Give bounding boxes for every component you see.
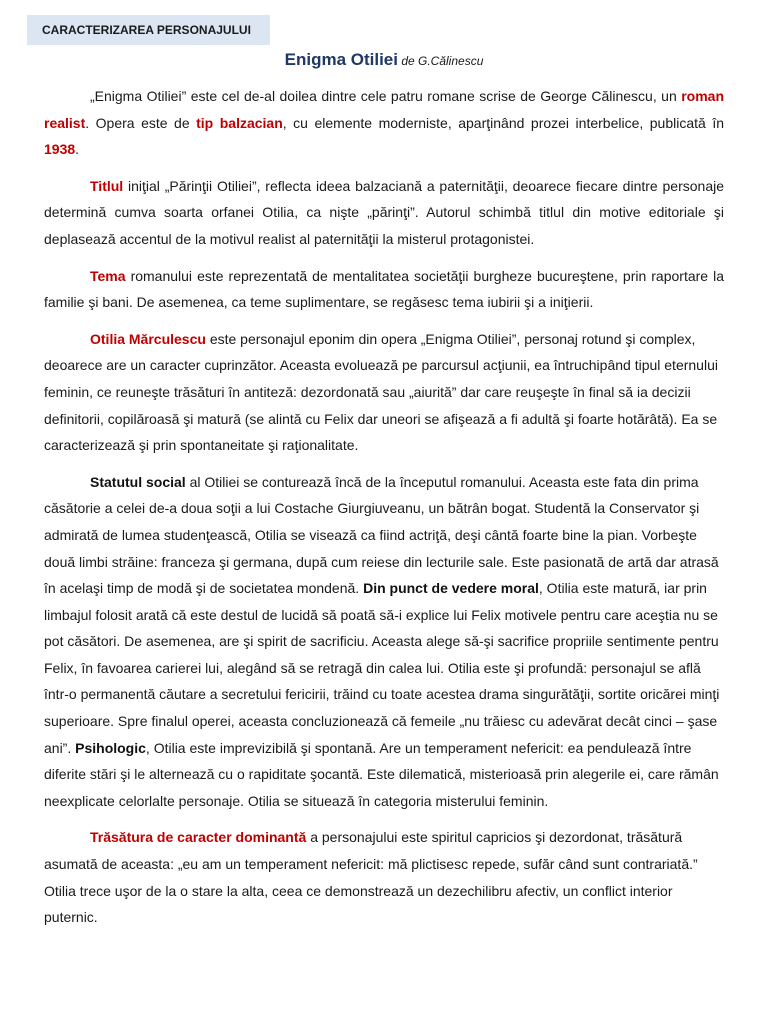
paragraph-dominant-trait-text: a personajului este spiritul capricios şi dezordonat, trăsătură asumată de aceasta: „eu am un temperament nefericit: mă plictisesc repede, sufăr când sunt contrariată.” Otilia trece uşor de la o stare la alta, ceea ce demonstrează un dezechilibru afectiv, un conflict interior puternic. bbox=[44, 829, 698, 926]
paragraph-intro-text: . Opera este de bbox=[85, 114, 197, 131]
paragraph-title bbox=[44, 173, 724, 253]
paragraph-intro-text: , cu elemente moderniste, aparţinând prozei interbelice, publicată în bbox=[282, 114, 724, 131]
paragraph-social-status-text: al Otiliei se conturează încă de la începutul romanului. Aceasta este fata din prima căsătorie a celei de-a doua soţii a lui Costache Giurgiuveanu, un bătrân bogat. Studentă la Conservator şi admirată de lumea studenţească, Otilia se visează ca fiind actriţă, deşi cântă foarte bine la pian. Vorbeşte două limbi străine: franceza şi germana, după cum reiese din lecturile sale. Este pasionată de artă dar atrasă în acelaşi timp de modă şi de societatea mondenă. bbox=[44, 473, 719, 597]
keyword-year: 1938 bbox=[44, 141, 76, 158]
keyword-tip-balzacian: tip balzacian bbox=[196, 114, 283, 131]
paragraph-social-status-text: , Otilia este matură, iar prin limbajul folosit arată că este destul de lucidă să poată să-i explice lui Felix motivele pentru care aceştia nu se pot căsători. De asemenea, are şi spirit de sacrificiu. Aceasta alege să-şi sacrifice propriile sentimente pentru Felix, în favoarea carierei lui, alegând să se retragă din calea lui. Otilia este şi profundă: personajul se află într-o permanentă căutare a secretului fericirii, trăind cu toate acestea drama singurătăţii, sortite oricărei minţi superioare. Spre finalul operei, aceasta concluzionează că femeile „nu trăiesc cu adevărat decât cinci – şase ani”. bbox=[44, 580, 720, 756]
paragraph-title-text: iniţial „Părinţii Otiliei”, reflecta ideea balzaciană a paternităţii, deoarece fiecare dintre personaje determină cumva soarta orfanei Otilia, ca nişte „părinţi”. Autorul schimbă titlul din motive editoriale şi deplasează accentul de la motivul realist al paternităţii la misterul protagonistei. bbox=[44, 177, 724, 247]
paragraph-intro-text: „Enigma Otiliei” este cel de-al doilea dintre cele patru romane scrise de George Călinescu, un bbox=[90, 88, 682, 104]
title-author: de G.Călinescu bbox=[397, 54, 484, 68]
keyword-titlul: Titlul bbox=[90, 177, 124, 194]
keyword-tema: Tema bbox=[90, 267, 126, 284]
keyword-trasatura-dominanta: Trăsătura de caracter dominantă bbox=[90, 829, 307, 846]
paragraph-social-status bbox=[44, 469, 724, 815]
paragraph-social-status-text: , Otilia este imprevizibilă şi spontană. Are un temperament nefericit: ea pendulează între diferite stări şi le alternează cu o rapiditate şocantă. Este dilematică, misterioasă prin alegerile ei, care rămân neexplicate celorlalte personaje. Otilia se situează în categoria misterului feminin. bbox=[44, 739, 719, 809]
keyword-otilia-marculescu: Otilia Mărculescu bbox=[90, 330, 206, 347]
paragraph-character-text: este personajul eponim din opera „Enigma Otiliei”, personaj rotund şi complex, deoarece are un caracter cuprinzător. Aceasta evoluează pe parcursul acţiunii, ea întruchipând tipul eternului feminin, ce reuneşte trăsături în antiteză: dezordonată sau „aiurită” dar care reuşeşte în final să ia decizii definitorii, copilăroasă şi matură (se alintă cu Felix dar uneori se afişează a fi adultă şi foarte hotărâtă). Ea se caracterizează şi prin spontaneitate şi raţionalitate. bbox=[44, 330, 718, 454]
paragraph-theme bbox=[44, 263, 724, 316]
paragraph-character bbox=[44, 326, 724, 459]
keyword-moral: Din punct de vedere moral bbox=[363, 580, 539, 597]
paragraph-intro bbox=[44, 83, 724, 163]
paragraph-theme-text: romanului este reprezentată de mentalitatea societăţii burgheze bucureştene, prin raportare la familie şi bani. De asemenea, ca teme suplimentare, se regăsesc tema iubirii şi a iniţierii. bbox=[44, 267, 724, 311]
keyword-psihologic: Psihologic bbox=[75, 739, 146, 756]
paragraph-dominant-trait bbox=[44, 824, 724, 930]
section-label: CARACTERIZAREA PERSONAJULUI bbox=[27, 15, 270, 45]
title-main: Enigma Otiliei bbox=[284, 50, 398, 69]
document-body bbox=[44, 83, 724, 941]
document-title bbox=[0, 49, 768, 72]
keyword-roman-realist: roman realist bbox=[44, 88, 724, 131]
paragraph-intro-text: . bbox=[75, 141, 80, 158]
keyword-statutul-social: Statutul social bbox=[90, 473, 186, 490]
